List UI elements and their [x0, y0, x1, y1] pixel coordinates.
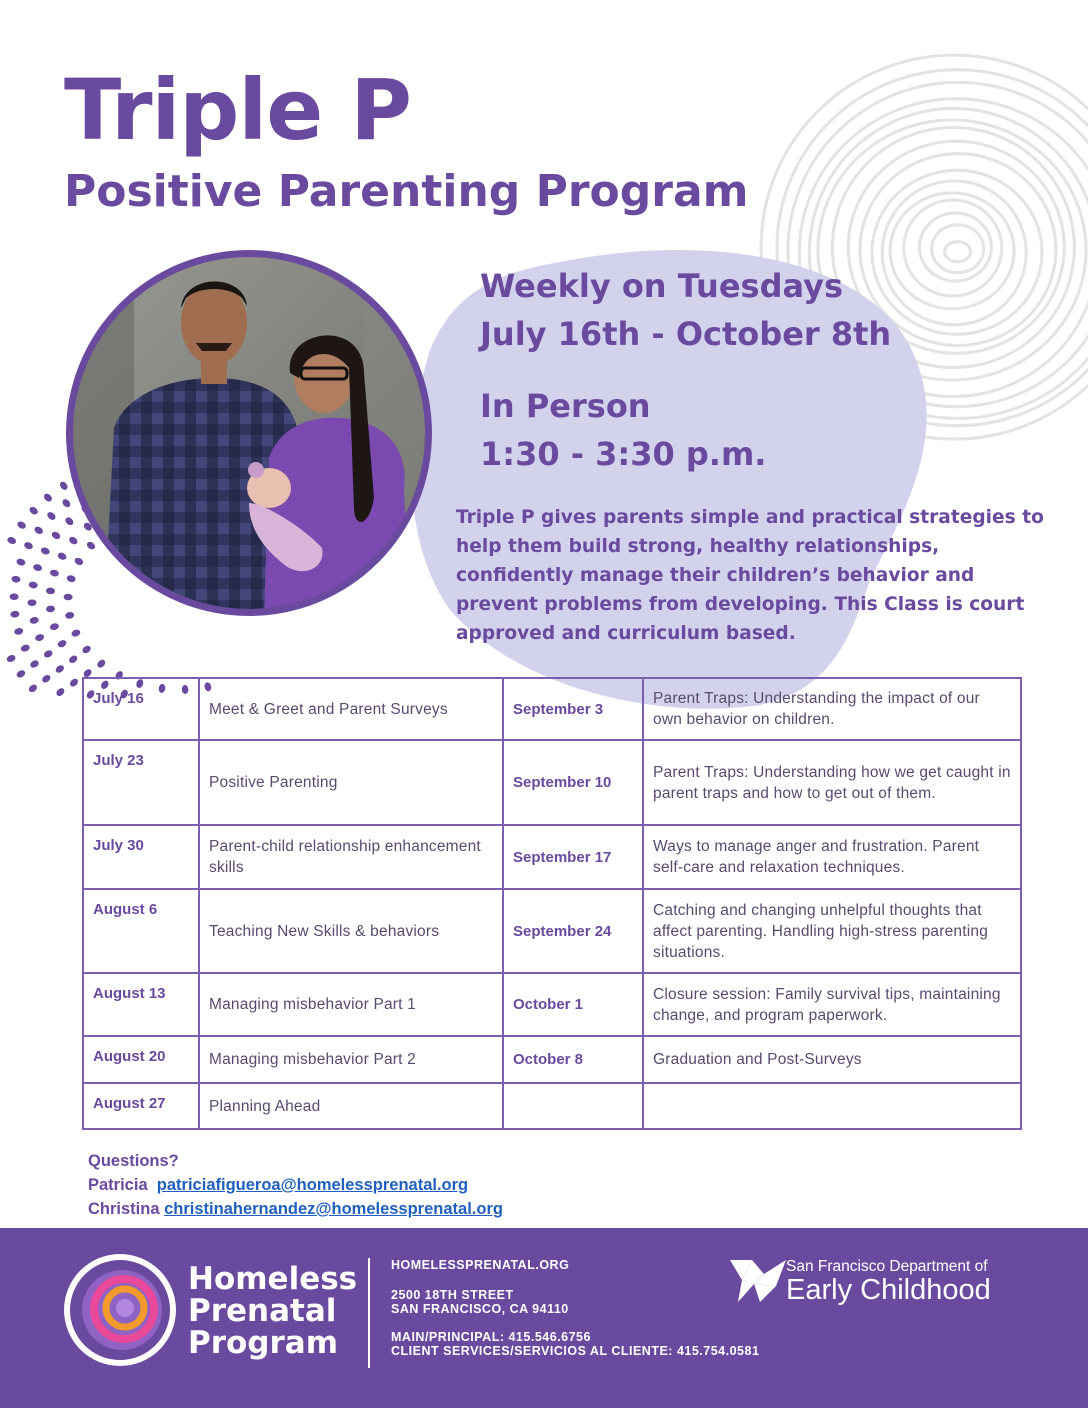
dot [42, 492, 53, 503]
session-date: October 8 [503, 1036, 643, 1083]
dot [10, 610, 20, 618]
session-topic: Graduation and Post-Surveys [643, 1036, 1021, 1083]
address-line: SAN FRANCISCO, CA 94110 [391, 1302, 569, 1316]
session-date: August 13 [83, 973, 199, 1036]
contact-row [88, 1197, 503, 1221]
org-name-line: Homeless [188, 1261, 358, 1297]
table-row [83, 678, 1021, 740]
dot [20, 643, 31, 652]
org-name-line: Program [188, 1325, 339, 1361]
session-date: September 10 [503, 740, 643, 825]
dot [16, 558, 27, 567]
dot [28, 505, 39, 516]
org-name [188, 1263, 357, 1359]
session-topic: Managing misbehavior Part 1 [199, 973, 503, 1036]
session-topic: Meet & Greet and Parent Surveys [199, 678, 503, 740]
dot [57, 639, 68, 649]
phone-client: CLIENT SERVICES/SERVICIOS AL CLIENTE: 415.754.0581 [391, 1344, 760, 1358]
page-title: Triple P [64, 61, 411, 159]
contact-name: Christina [88, 1200, 160, 1218]
dot [96, 658, 107, 669]
footer [0, 1228, 1088, 1408]
contact-row [88, 1173, 503, 1197]
session-topic: Managing misbehavior Part 2 [199, 1036, 503, 1083]
ring [919, 213, 991, 281]
questions-heading: Questions? [88, 1152, 179, 1170]
table-row [83, 1036, 1021, 1083]
footer-divider [368, 1258, 370, 1368]
table-row [83, 1083, 1021, 1129]
schedule-format: In Person [480, 387, 651, 425]
website-link[interactable]: HOMELESSPRENATAL.ORG [391, 1258, 570, 1272]
session-topic: Parent-child relationship enhancement skills [199, 825, 503, 889]
session-date: July 30 [83, 825, 199, 889]
dot [50, 530, 61, 540]
session-topic: Parent Traps: Understanding the impact of our own behavior on children. [643, 678, 1021, 740]
dot [34, 633, 45, 642]
org-name-line: Prenatal [188, 1293, 337, 1329]
session-date: October 1 [503, 973, 643, 1036]
dot [6, 536, 17, 546]
dot [14, 627, 24, 636]
dot [10, 593, 19, 600]
dot [32, 563, 42, 572]
dot [54, 664, 65, 675]
session-date: September 17 [503, 825, 643, 889]
dot [43, 649, 54, 659]
dot [46, 511, 57, 522]
dot [81, 644, 92, 655]
session-topic: Closure session: Family survival tips, maintaining change, and program paperwork. [643, 973, 1021, 1036]
page-subtitle: Positive Parenting Program [64, 166, 749, 217]
partner-name-line: San Francisco Department of [786, 1258, 988, 1275]
contact-email-link[interactable]: patriciafigueroa@homelessprenatal.org [156, 1176, 469, 1194]
program-description: Triple P gives parents simple and practical strategies to help them build strong, healthy relationships, confidently manage their children’s behavior and prevent problems from developing. This Class is court approved and curriculum based. [456, 507, 1044, 644]
dot [49, 622, 59, 631]
session-date [503, 1083, 643, 1129]
table-row [83, 825, 1021, 889]
schedule-time: 1:30 - 3:30 p.m. [480, 435, 767, 473]
contact-email-link[interactable]: christinahernandez@homelessprenatal.org [164, 1200, 503, 1218]
dot [29, 616, 39, 624]
session-topic: Positive Parenting [199, 740, 503, 825]
session-topic: Ways to manage anger and frustration. Parent self-care and relaxation techniques. [643, 825, 1021, 889]
dot [27, 599, 36, 606]
table-row [83, 889, 1021, 973]
session-date: September 24 [503, 889, 643, 973]
dot [46, 605, 56, 612]
origami-bird-logo-icon [730, 1258, 790, 1304]
schedule-info [480, 262, 891, 478]
dot [70, 628, 81, 637]
schedule-date-range: July 16th - October 8th [480, 315, 892, 353]
dot [6, 654, 17, 664]
partner-name-line: Early Childhood [786, 1274, 991, 1306]
dot [55, 687, 66, 698]
contact-name: Patricia [88, 1176, 148, 1194]
session-schedule-table [82, 677, 1022, 1130]
dot [28, 581, 38, 589]
session-date: August 20 [83, 1036, 199, 1083]
address-line: 2500 18TH STREET [391, 1288, 514, 1302]
session-topic: Planning Ahead [199, 1083, 503, 1129]
dot [23, 541, 34, 551]
ring [890, 193, 1014, 309]
dot [11, 575, 21, 583]
dot [68, 677, 79, 688]
dot [46, 587, 56, 594]
session-topic: Teaching New Skills & behaviors [199, 889, 503, 973]
dot [68, 654, 79, 665]
dot [40, 546, 51, 556]
dot [16, 520, 27, 530]
dot [15, 669, 26, 679]
session-topic [643, 1083, 1021, 1129]
phone-main: MAIN/PRINCIPAL: 415.546.6756 [391, 1330, 591, 1344]
dot [49, 569, 59, 578]
family-photo [64, 248, 434, 618]
dot [27, 683, 38, 694]
ring [932, 225, 984, 273]
session-date: August 27 [83, 1083, 199, 1129]
dot [41, 673, 52, 684]
contact-section [88, 1149, 503, 1221]
table-row [83, 973, 1021, 1036]
session-topic: Parent Traps: Understanding how we get caught in parent traps and how to get out of them. [643, 740, 1021, 825]
dot [33, 525, 44, 535]
session-topic: Catching and changing unhelpful thoughts that affect parenting. Handling high-stress parenting situations. [643, 889, 1021, 973]
session-date: July 16 [83, 678, 199, 740]
session-date: July 23 [83, 740, 199, 825]
session-date: August 6 [83, 889, 199, 973]
session-date: September 3 [503, 678, 643, 740]
dot [29, 659, 40, 669]
schedule-frequency: Weekly on Tuesdays [480, 267, 843, 305]
footer-contact-info [391, 1258, 759, 1358]
ring [945, 242, 971, 262]
table-row [83, 740, 1021, 825]
spiral-logo-icon [62, 1252, 178, 1368]
